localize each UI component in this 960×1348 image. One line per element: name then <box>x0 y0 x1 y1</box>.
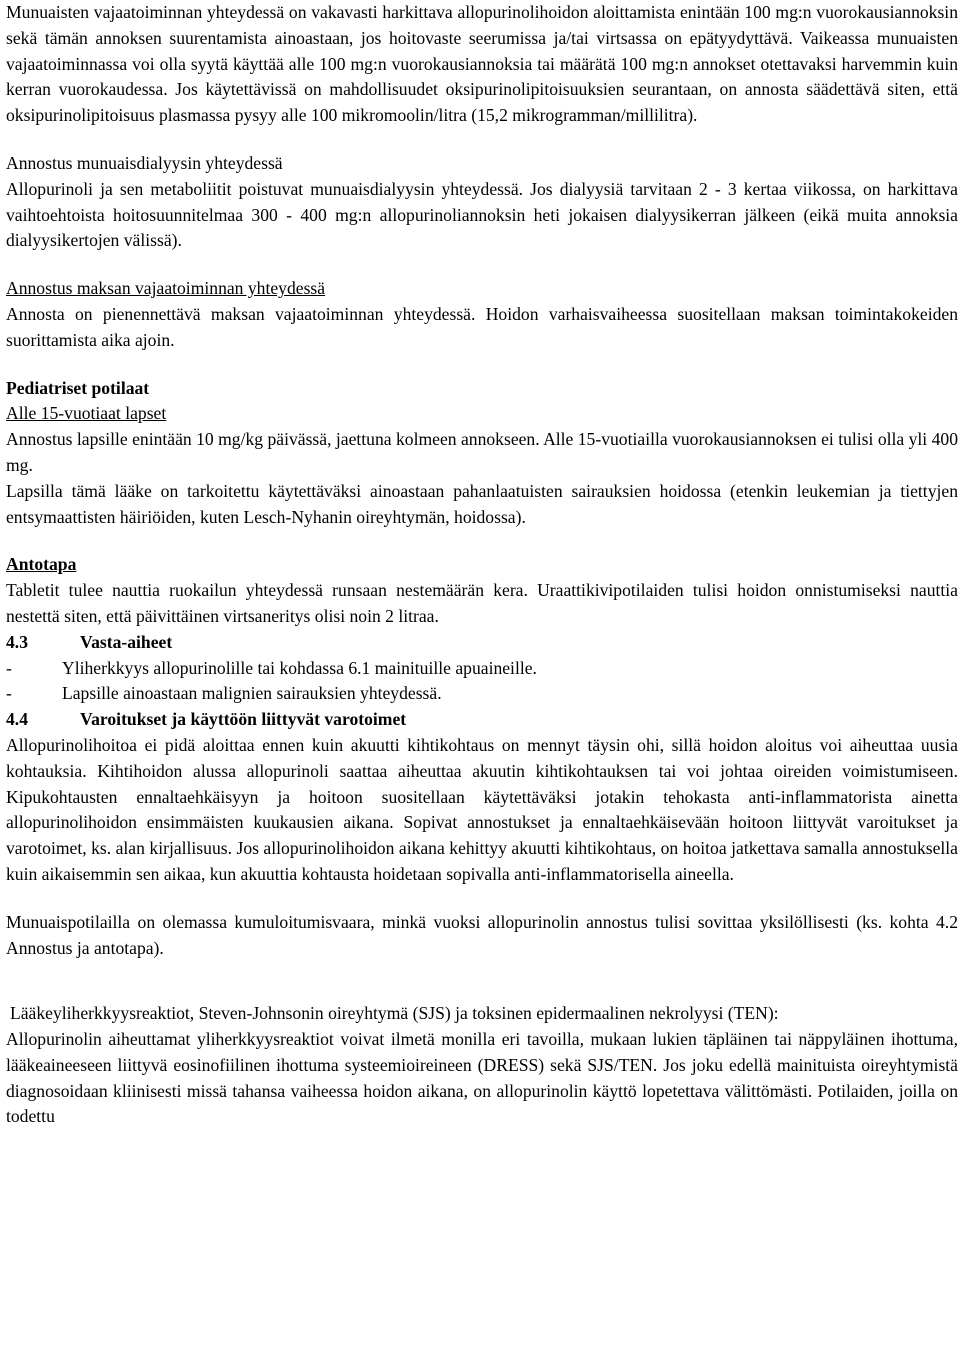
hypersensitivity-heading: Lääkeyliherkkyysreaktiot, Steven-Johnsonin oireyhtymä (SJS) ja toksinen epidermaalinen nekrolyysi (TEN): <box>10 1003 779 1024</box>
pediatric-paragraph: Annostus lapsille enintään 10 mg/kg päivässä, jaettuna kolmeen annokseen. Alle 15-vuotiailla vuorokausiannoksen ei tulisi olla yli 400 mg. <box>6 429 958 475</box>
list-item-text: Yliherkkyys allopurinolille tai kohdassa 6.1 mainituille apuaineille. <box>62 657 537 678</box>
list-item-text: Lapsille ainoastaan malignien sairauksien yhteydessä. <box>62 683 442 704</box>
list-bullet: - <box>6 657 12 678</box>
warnings-paragraph: Allopurinolihoitoa ei pidä aloittaa ennen kuin akuutti kihtikohtaus on mennyt täysin ohi, sillä hoidon aloitus voi aiheuttaa uusia kohtauksia. Kihtihoidon alussa allopurinoli saattaa aiheuttaa akuutin kihtikohtauksen tai voi johtaa oireiden voimistumiseen. Kipukohtausten ennaltaehkäisyyn ja hoitoon suositellaan käytettäväksi jotakin tehokasta anti-inflammatorista ainetta allopurinolihoidon ensimmäisten kuukausien aikana. Sopivat annostukset ja ennaltaehkäisevään hoitoon liittyvät varoitukset ja varotoimet, ks. alan kirjallisuus. Jos allopurinolihoidon aikana kehittyy akuutti kihtikohtaus, on hoitoa jatkettava samalla annostuksella kuin aikaisemmin sen aikaa, kun akuuttia kohtausta hoidetaan sopivalla anti-inflammatorisella aineella. <box>6 734 958 884</box>
pediatric-heading: Pediatriset potilaat <box>6 377 150 398</box>
document-page <box>6 0 958 1130</box>
section-number: 4.3 <box>6 631 28 652</box>
renal-cumulation-paragraph: Munuaispotilailla on olemassa kumuloitumisvaara, minkä vuoksi allopurinolin annostus tulisi sovittaa yksilöllisesti (ks. kohta 4.2 Annostus ja antotapa). <box>6 911 958 958</box>
section-title: Varoitukset ja käyttöön liittyvät varotoimet <box>80 709 407 730</box>
administration-heading: Antotapa <box>6 554 77 575</box>
hepatic-heading: Annostus maksan vajaatoiminnan yhteydessä <box>6 278 326 299</box>
hypersensitivity-paragraph: Allopurinolin aiheuttamat yliherkkyysreaktiot voivat ilmetä monilla eri tavoilla, mukaan lukien täpläinen tai näppyläinen ihottuma, lääkeaineeseen liittyvä eosinofiilinen ihottuma systeemioireineen (DRESS) sekä SJS/TEN. Jos joku edellä mainituista oireyhtymistä diagnosoidaan kliinisesti missä tahansa vaiheessa hoidon aikana, on allopurinolin käyttö lopetettava välittömästi. Potilaiden, joilla on todettu <box>6 1029 958 1127</box>
administration-paragraph: Tabletit tulee nauttia ruokailun yhteydessä runsaan nestemäärän kera. Uraattikivipotilaiden tulisi hoidon onnistumiseksi nauttia nestettä siten, että päivittäinen virtsaneritys olisi noin 2 litraa. <box>6 580 958 626</box>
list-item <box>6 681 958 707</box>
hepatic-paragraph: Annosta on pienennettävä maksan vajaatoiminnan yhteydessä. Hoidon varhaisvaiheessa suositellaan maksan toimintakokeiden suorittamista aika ajoin. <box>6 303 958 350</box>
section-number: 4.4 <box>6 709 28 730</box>
section-4-3-heading <box>6 630 958 656</box>
list-bullet: - <box>6 683 12 704</box>
pediatric-subheading: Alle 15-vuotiaat lapset <box>6 403 167 424</box>
pediatric-paragraph-2: Lapsilla tämä lääke on tarkoitettu käytettäväksi ainoastaan pahanlaatuisten sairauksien hoidossa (etenkin leukemian ja tiettyjen entsymaattisten häiriöiden, kuten Lesch-Nyhanin oireyhtymän, hoidossa). <box>6 480 958 527</box>
section-4-4-heading <box>6 707 958 733</box>
section-title: Vasta-aiheet <box>80 631 173 652</box>
dialysis-heading: Annostus munuaisdialyysin yhteydessä <box>6 152 283 173</box>
renal-dosing-paragraph: Munuaisten vajaatoiminnan yhteydessä on vakavasti harkittava allopurinolihoidon aloittamista enintään 100 mg:n vuorokausiannoksin sekä tämän annoksen suurentamista ainoastaan, jos hoitovaste seerumissa ja/tai virtsassa on epätyydyttävä. Vaikeassa munuaisten vajaatoiminnassa voi olla syytä käyttää alle 100 mg:n vuorokausiannoksia tai määrätä 100 mg:n annokset otettavaksi harvemmin kuin kerran vuorokaudessa. Jos käytettävissä on mahdollisuudet oksipurinolipitoisuuksien seurantaan, on annosta säädettävä siten, että oksipurinolipitoisuus plasmassa pysyy alle 100 mikromoolin/litra (15,2 mikrogramman/millilitra). <box>6 2 958 126</box>
dialysis-paragraph: Allopurinoli ja sen metaboliitit poistuvat munuaisdialyysin yhteydessä. Jos dialyysiä tarvitaan 2 - 3 kertaa viikossa, on harkittava vaihtoehtoista hoitosuunnitelmaa 300 - 400 mg:n allopurinoliannoksin heti jokaisen dialyysikerran jälkeen (eikä muita annoksia dialyysikertojen välissä). <box>6 178 958 251</box>
list-item <box>6 656 958 682</box>
